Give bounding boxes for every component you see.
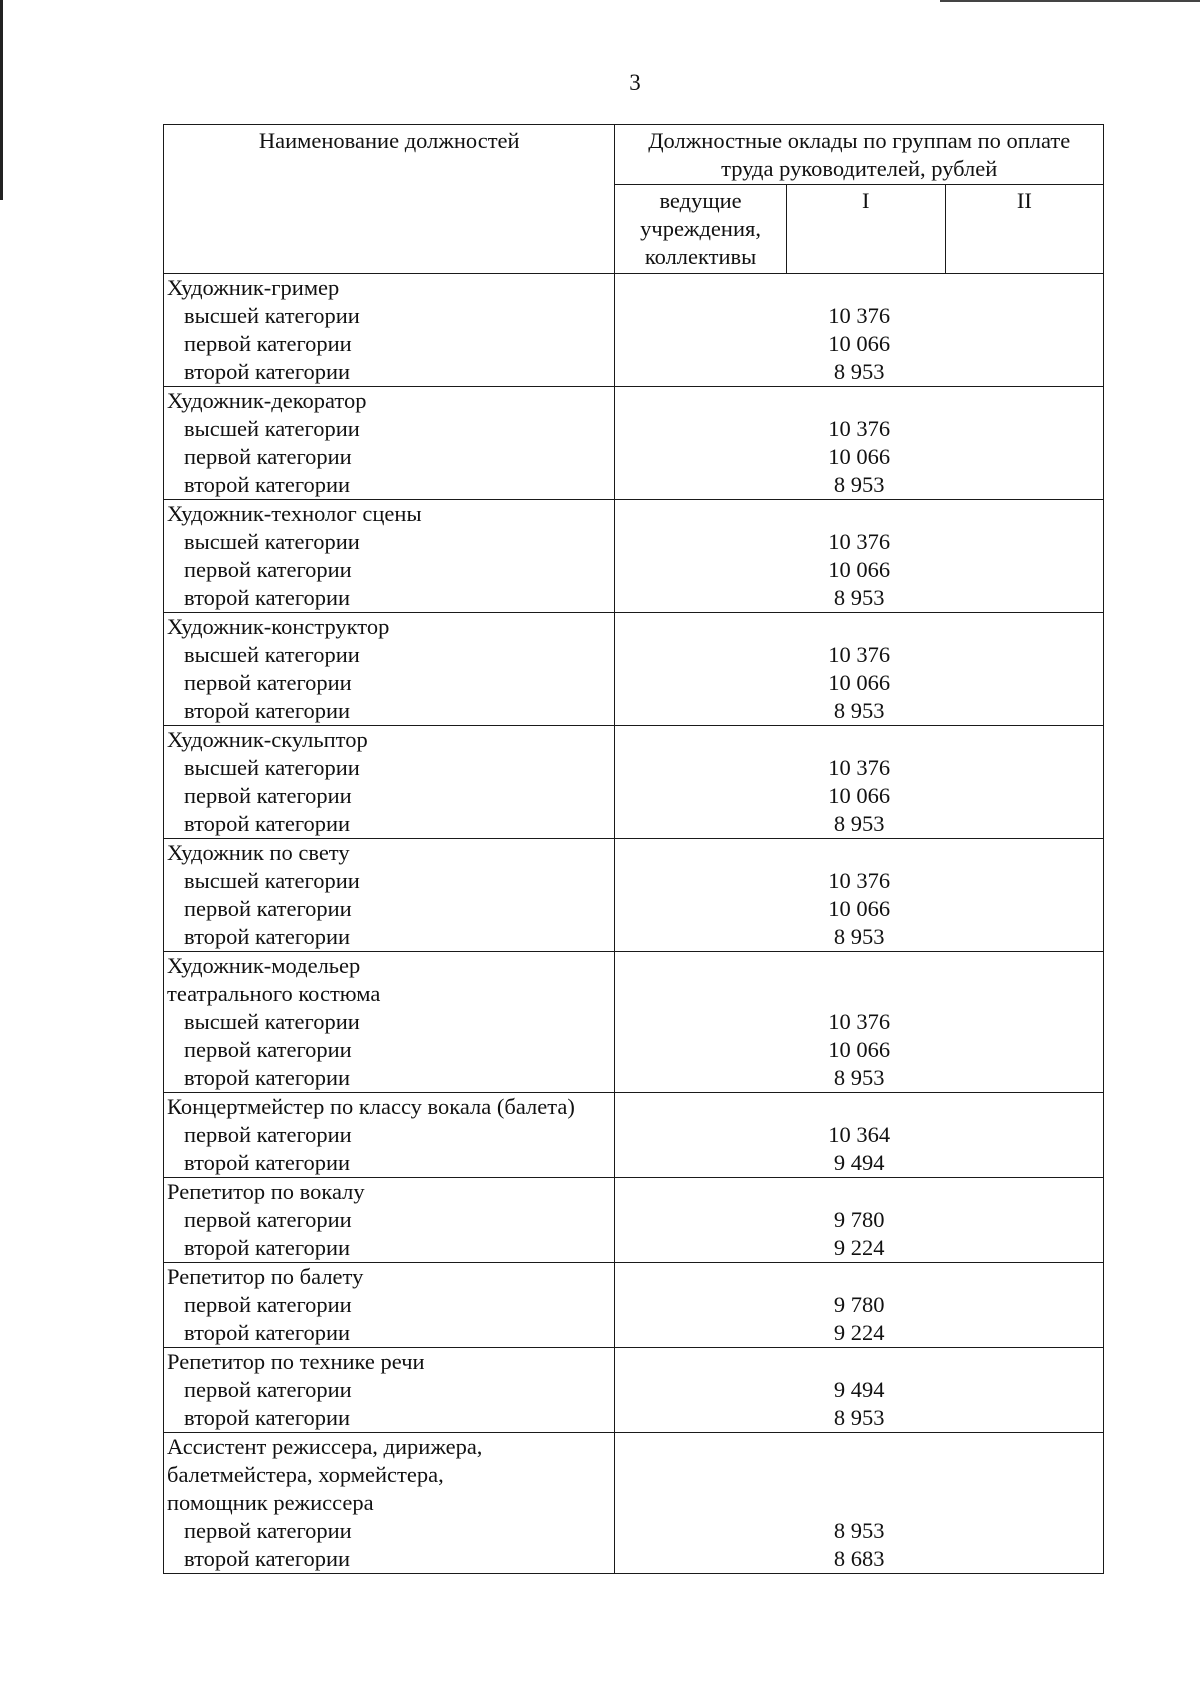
- category-label: второй категории: [184, 1235, 351, 1260]
- category-label: второй категории: [184, 472, 351, 497]
- salary-value: 10 066: [828, 331, 891, 356]
- category-label: первой категории: [184, 444, 352, 469]
- position-title: помощник режиссера: [167, 1490, 374, 1515]
- category-label: второй категории: [184, 1405, 351, 1430]
- category-label: второй категории: [184, 1320, 351, 1345]
- salary-cell: [615, 500, 1104, 613]
- salary-value: 8 953: [833, 472, 885, 497]
- table-row: [164, 726, 1104, 839]
- salary-cell: [615, 1178, 1104, 1263]
- salary-cell: [615, 1263, 1104, 1348]
- salary-spacer: [615, 1348, 1103, 1376]
- category-label: первой категории: [184, 1518, 352, 1543]
- salary-value: 8 953: [833, 359, 885, 384]
- category-label: первой категории: [184, 1377, 352, 1402]
- position-title: Художник-конструктор: [167, 614, 390, 639]
- salary-value: 8 953: [833, 924, 885, 949]
- salary-value: 10 376: [828, 529, 891, 554]
- position-cell: [164, 500, 615, 613]
- category-label: высшей категории: [184, 868, 360, 893]
- table-row: [164, 1433, 1104, 1574]
- position-title: Художник-гример: [167, 275, 340, 300]
- table-header: [164, 125, 1104, 274]
- category-label: второй категории: [184, 1150, 351, 1175]
- category-label: высшей категории: [184, 755, 360, 780]
- category-label: высшей категории: [184, 303, 360, 328]
- salary-value: 10 066: [828, 670, 891, 695]
- salary-spacer: [615, 1489, 1103, 1517]
- salary-value: 10 364: [828, 1122, 891, 1147]
- salary-spacer: [615, 274, 1103, 302]
- salary-value: 10 376: [828, 642, 891, 667]
- salary-cell: [615, 726, 1104, 839]
- salary-spacer: [615, 1178, 1103, 1206]
- salary-spacer: [615, 980, 1103, 1008]
- category-label: первой категории: [184, 1037, 352, 1062]
- position-cell: [164, 1433, 615, 1574]
- position-cell: [164, 1348, 615, 1433]
- position-title: Концертмейстер по классу вокала (балета): [167, 1094, 575, 1119]
- page-number: 3: [629, 70, 641, 95]
- subcolumn-group-2: II: [945, 185, 1103, 274]
- scan-edge-left: [0, 0, 3, 200]
- table-row: [164, 500, 1104, 613]
- salary-value: 10 376: [828, 416, 891, 441]
- category-label: первой категории: [184, 670, 352, 695]
- salary-value: 10 066: [828, 896, 891, 921]
- salary-cell: [615, 387, 1104, 500]
- category-label: второй категории: [184, 698, 351, 723]
- category-label: высшей категории: [184, 642, 360, 667]
- salary-value: 9 780: [833, 1292, 885, 1317]
- position-title: Художник-технолог сцены: [167, 501, 422, 526]
- position-title: Репетитор по технике речи: [167, 1349, 425, 1374]
- salary-value: 9 224: [833, 1320, 885, 1345]
- salary-value: 10 066: [828, 1037, 891, 1062]
- table-row: [164, 1348, 1104, 1433]
- position-column-header: Наименование должностей: [164, 125, 615, 274]
- category-label: второй категории: [184, 811, 351, 836]
- position-title: Репетитор по вокалу: [167, 1179, 365, 1204]
- position-title: Художник-декоратор: [167, 388, 367, 413]
- position-cell: [164, 1093, 615, 1178]
- salary-value: 10 376: [828, 755, 891, 780]
- subcolumn-group-1: I: [786, 185, 945, 274]
- table-row: [164, 274, 1104, 387]
- salary-spacer: [615, 952, 1103, 980]
- salary-value: 10 376: [828, 868, 891, 893]
- position-title: Художник-скульптор: [167, 727, 368, 752]
- category-label: первой категории: [184, 331, 352, 356]
- salary-cell: [615, 274, 1104, 387]
- position-cell: [164, 274, 615, 387]
- position-cell: [164, 387, 615, 500]
- salary-cell: [615, 1348, 1104, 1433]
- position-title: Художник по свету: [167, 840, 350, 865]
- position-title: Художник-модельер: [167, 953, 361, 978]
- salary-value: 10 376: [828, 303, 891, 328]
- category-label: высшей категории: [184, 1009, 360, 1034]
- position-cell: [164, 726, 615, 839]
- table-row: [164, 613, 1104, 726]
- salary-spacer: [615, 613, 1103, 641]
- salary-spacer: [615, 1433, 1103, 1461]
- salary-cell: [615, 952, 1104, 1093]
- salary-cell: [615, 1093, 1104, 1178]
- salary-value: 8 953: [833, 1405, 885, 1430]
- salary-value: 8 953: [833, 585, 885, 610]
- salary-spacer: [615, 726, 1103, 754]
- salary-spacer: [615, 387, 1103, 415]
- salary-cell: [615, 839, 1104, 952]
- salary-value: 10 066: [828, 557, 891, 582]
- category-label: первой категории: [184, 1122, 352, 1147]
- table-row: [164, 1178, 1104, 1263]
- position-cell: [164, 839, 615, 952]
- category-label: высшей категории: [184, 416, 360, 441]
- salary-value: 8 953: [833, 811, 885, 836]
- position-cell: [164, 613, 615, 726]
- category-label: второй категории: [184, 1546, 351, 1571]
- salary-value: 9 494: [833, 1150, 885, 1175]
- position-title: театрального костюма: [167, 981, 381, 1006]
- position-title: балетмейстера, хормейстера,: [167, 1462, 444, 1487]
- category-label: второй категории: [184, 1065, 351, 1090]
- category-label: первой категории: [184, 557, 352, 582]
- table-row: [164, 387, 1104, 500]
- salary-cell: [615, 613, 1104, 726]
- table-row: [164, 839, 1104, 952]
- salary-spacer: [615, 1461, 1103, 1489]
- salary-value: 9 224: [833, 1235, 885, 1260]
- category-label: первой категории: [184, 783, 352, 808]
- category-label: первой категории: [184, 1207, 352, 1232]
- category-label: второй категории: [184, 924, 351, 949]
- salary-value: 8 683: [833, 1546, 885, 1571]
- salary-value: 10 376: [828, 1009, 891, 1034]
- salary-value: 8 953: [833, 698, 885, 723]
- salary-spacer: [615, 500, 1103, 528]
- salary-value: 8 953: [833, 1518, 885, 1543]
- position-title: Репетитор по балету: [167, 1264, 364, 1289]
- table-row: [164, 952, 1104, 1093]
- subcolumn-leading: ведущие учреждения, коллективы: [615, 185, 786, 274]
- position-cell: [164, 952, 615, 1093]
- table-body: [164, 274, 1104, 1574]
- salary-group-header: Должностные оклады по группам по оплате труда руководителей, рублей: [615, 125, 1104, 185]
- salary-value: 10 066: [828, 783, 891, 808]
- category-label: первой категории: [184, 896, 352, 921]
- salary-table: [163, 124, 1104, 1574]
- category-label: второй категории: [184, 359, 351, 384]
- salary-spacer: [615, 1263, 1103, 1291]
- table-row: [164, 1093, 1104, 1178]
- salary-value: 9 780: [833, 1207, 885, 1232]
- position-cell: [164, 1263, 615, 1348]
- salary-spacer: [615, 839, 1103, 867]
- category-label: первой категории: [184, 1292, 352, 1317]
- position-title: Ассистент режиссера, дирижера,: [167, 1434, 483, 1459]
- salary-value: 10 066: [828, 444, 891, 469]
- category-label: высшей категории: [184, 529, 360, 554]
- category-label: второй категории: [184, 585, 351, 610]
- scan-edge-top: [940, 0, 1200, 2]
- salary-value: 9 494: [833, 1377, 885, 1402]
- position-cell: [164, 1178, 615, 1263]
- table-row: [164, 1263, 1104, 1348]
- salary-spacer: [615, 1093, 1103, 1121]
- salary-value: 8 953: [833, 1065, 885, 1090]
- salary-cell: [615, 1433, 1104, 1574]
